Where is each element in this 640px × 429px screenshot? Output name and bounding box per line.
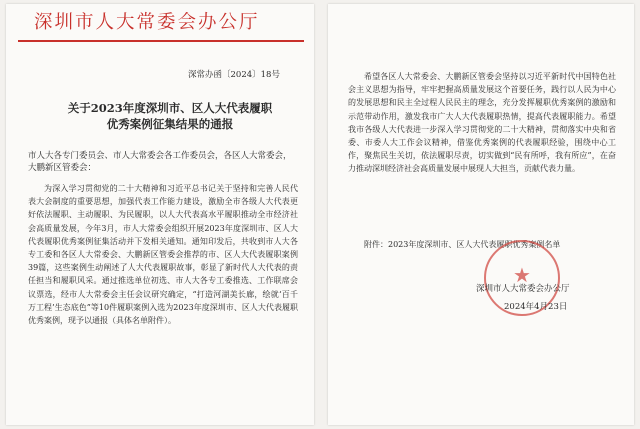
- org-name-header: 深圳市人大常委会办公厅: [34, 12, 260, 33]
- right-page: [328, 4, 634, 425]
- title-line-1: 关于2023年度深圳市、区人大代表履职: [67, 101, 273, 115]
- header-red-line: [18, 40, 304, 42]
- document-title: [50, 100, 290, 132]
- signature-date: 2024年4月23日: [504, 302, 568, 312]
- body-paragraph-1: 为深入学习贯彻党的二十大精神和习近平总书记关于坚持和完善人民代表大会制度的重要思想，加强代表工作能力建设，激励全市各级人大代表更好依法履职、主动履职、为民履职，以人大代表高水平履职推动全市经济社会高质量发展，今年3月，市人大常委会组织开展2023年度深圳市、区人大代表履职优秀案例征集活动并下发相关通知。通知印发后，共收到市人大各专工委和各区人大常委会、大鹏新区管委会推荐的市、区人大代表履职案例39篇，这些案例生动阐述了人大代表履职故事，彰显了新时代人大代表的责任担当和履职风采。通过推选单位初选、市人大各专工委推选、工作联席会议票选，经市人大常委会主任会议研究确定，“打造河湖美长廊，绘就‘百千万工程’生态底色”等10件履职案例入选为2023年度深圳市、区人大代表履职优秀案例，现予以通报（具体名单附件）。: [28, 184, 298, 326]
- body-paragraph-2: 希望各区人大常委会、大鹏新区管委会坚持以习近平新时代中国特色社会主义思想为指导，牢牢把握高质量发展这个首要任务，践行以人民为中心的发展思想和民主全过程人民民主的理念，充分发挥履职优秀案例的激励和示范带动作用，激发我市广大人大代表履职热情，提高代表履职能力。希望我市各级人大代表进一步深入学习贯彻党的二十大精神，贯彻落实中央和省委、市委人大工作会议精神，借鉴优秀案例的代表履职经验，围绕中心工作，聚焦民生关切，依法履职尽责，切实做到“民有所呼，我有所应”，在奋力推动深圳经济社会高质量发展中展现人大担当，贡献代表力量。: [348, 72, 616, 174]
- left-page: [6, 4, 314, 425]
- addressee: 市人大各专门委员会、市人大常委会各工作委员会，各区人大常委会，大鹏新区管委会：: [28, 151, 292, 173]
- document-number: 深常办函〔2024〕18号: [188, 70, 280, 80]
- attachment-line: 附件：2023年度深圳市、区人大代表履职优秀案例名单: [364, 240, 561, 249]
- signature-org: 深圳市人大常委会办公厅: [476, 284, 570, 294]
- title-line-2: 优秀案例征集结果的通报: [106, 117, 234, 131]
- seal-star-icon: ★: [513, 263, 531, 287]
